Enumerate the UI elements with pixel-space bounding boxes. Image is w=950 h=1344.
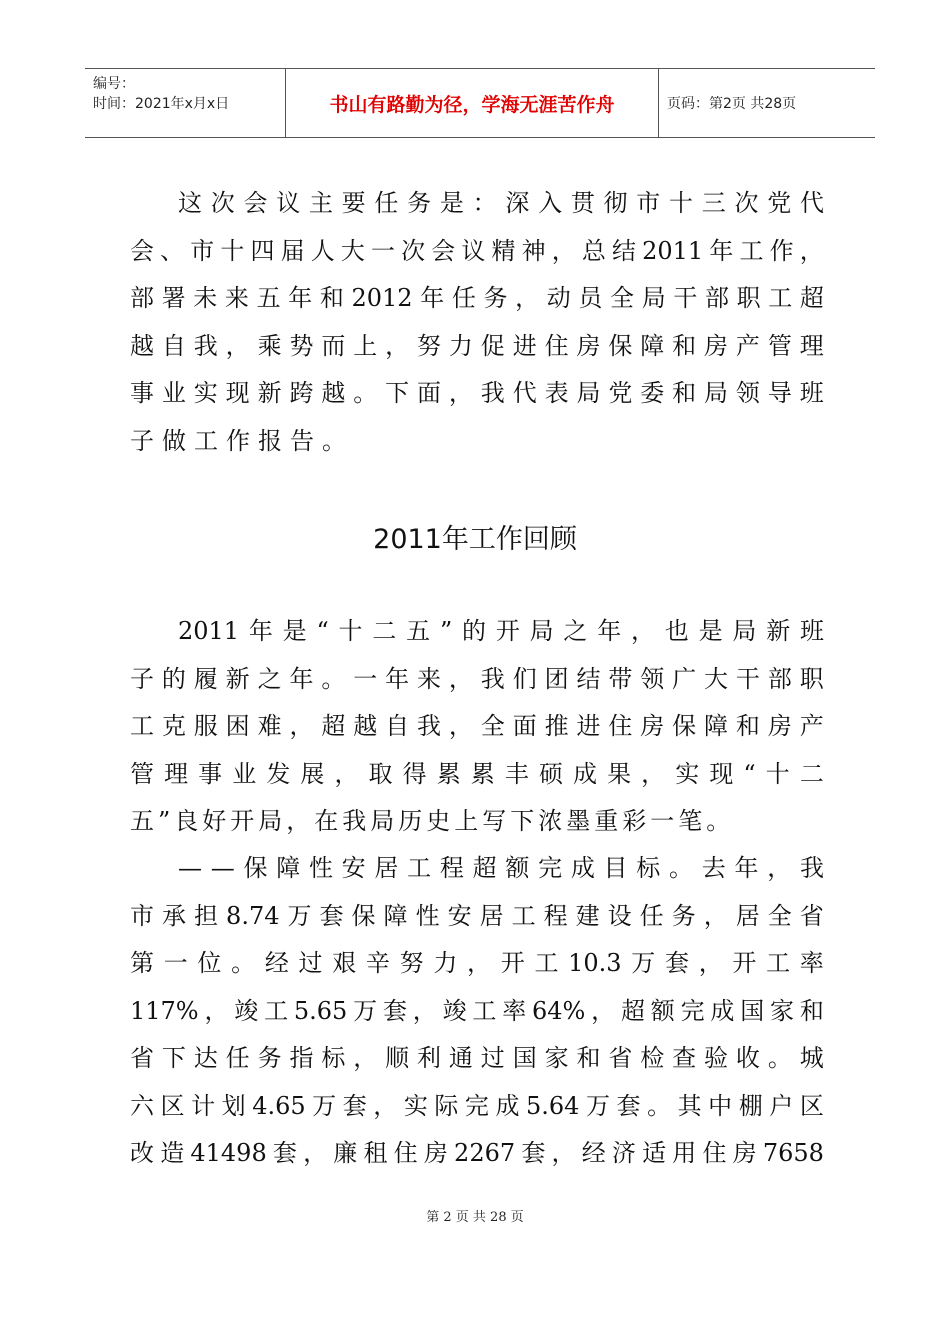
text-line	[130, 1083, 824, 1131]
line-glyphs: 越 自 我 ， 乘 势 而 上 ， 努 力 促 进 住 房 保 障 和 房 产 管 理	[130, 331, 824, 360]
text-line	[130, 608, 824, 656]
section-heading: 2011年工作回顾	[373, 524, 577, 555]
text-line	[130, 988, 824, 1036]
text-line	[130, 275, 824, 323]
text-line	[130, 703, 824, 751]
text-line	[130, 1130, 824, 1178]
line-glyphs: 会 、 市 十 四 届 人 大 一 次 会 议 精 神 ， 总 结 2011 年 工 作 ，	[130, 236, 824, 265]
text-line	[130, 656, 824, 704]
text-line	[130, 180, 824, 228]
text-line	[130, 323, 824, 371]
line-glyphs: 事 业 实 现 新 跨 越 。 下 面 ， 我 代 表 局 党 委 和 局 领 导 班	[130, 379, 824, 407]
document-time-label: 时间：2021年x月x日	[93, 96, 230, 112]
document-number-label: 编号：	[93, 76, 135, 92]
text-line	[130, 228, 824, 276]
line-glyphs: 六 区 计 划 4.65 万 套 ， 实 际 完 成 5.64 万 套 。 其 中 棚 户 区	[130, 1091, 824, 1120]
header-motto: 书山有路勤为径，学海无涯苦作舟	[286, 69, 659, 137]
header-page-label: 页码：第2页 共28页	[667, 96, 797, 112]
line-glyphs: 这 次 会 议 主 要 任 务 是 ： 深 入 贯 彻 市 十 三 次 党 代	[178, 189, 824, 217]
line-glyphs: 市 承 担 8.74 万 套 保 障 性 安 居 工 程 建 设 任 务 ， 居 全 省	[130, 901, 824, 930]
paragraph-year-review	[130, 608, 824, 846]
line-glyphs: 管 理 事 业 发 展 ， 取 得 累 累 丰 硕 成 果 ， 实 现 “ 十 二	[130, 759, 824, 788]
line-glyphs: 工 克 服 困 难 ， 超 越 自 我 ， 全 面 推 进 住 房 保 障 和 房 产	[130, 712, 824, 740]
header-meta	[85, 69, 286, 137]
text-line	[130, 751, 824, 799]
line-glyphs: 部 署 未 来 五 年 和 2012 年 任 务 ， 动 员 全 局 干 部 职 工 超	[130, 284, 824, 312]
line-glyphs: — — 保 障 性 安 居 工 程 超 额 完 成 目 标 。 去 年 ， 我	[178, 854, 824, 882]
line-glyphs: 2011 年 是 “ 十 二 五 ” 的 开 局 之 年 ， 也 是 局 新 班	[178, 617, 824, 645]
text-line	[130, 1035, 824, 1083]
paragraph-meeting-tasks	[130, 180, 824, 465]
text-line	[130, 845, 824, 893]
text-line: 子做工作报告。	[130, 426, 354, 455]
text-line	[130, 893, 824, 941]
line-glyphs: 省 下 达 任 务 指 标 ， 顺 利 通 过 国 家 和 省 检 查 验 收 。 城	[130, 1044, 824, 1072]
text-line: 五”良好开局，在我局历史上写下浓墨重彩一笔。	[130, 807, 735, 835]
line-glyphs: 第 一 位 。 经 过 艰 辛 努 力 ， 开 工 10.3 万 套 ， 开 工 率	[130, 949, 824, 977]
line-glyphs: 改 造 41498 套 ， 廉 租 住 房 2267 套 ， 经 济 适 用 住 房 7658	[130, 1139, 824, 1167]
line-glyphs: 117% ， 竣 工 5.65 万 套 ， 竣 工 率 64% ， 超 额 完 成 国 家 和	[130, 996, 824, 1025]
text-line	[130, 370, 824, 418]
line-glyphs: 子 的 履 新 之 年 。 一 年 来 ， 我 们 团 结 带 领 广 大 干 部 职	[130, 664, 824, 693]
text-line	[130, 940, 824, 988]
paragraph-housing-project	[130, 845, 824, 1178]
page-header	[85, 68, 875, 138]
page-footer: 第 2 页 共 28 页	[426, 1210, 524, 1225]
